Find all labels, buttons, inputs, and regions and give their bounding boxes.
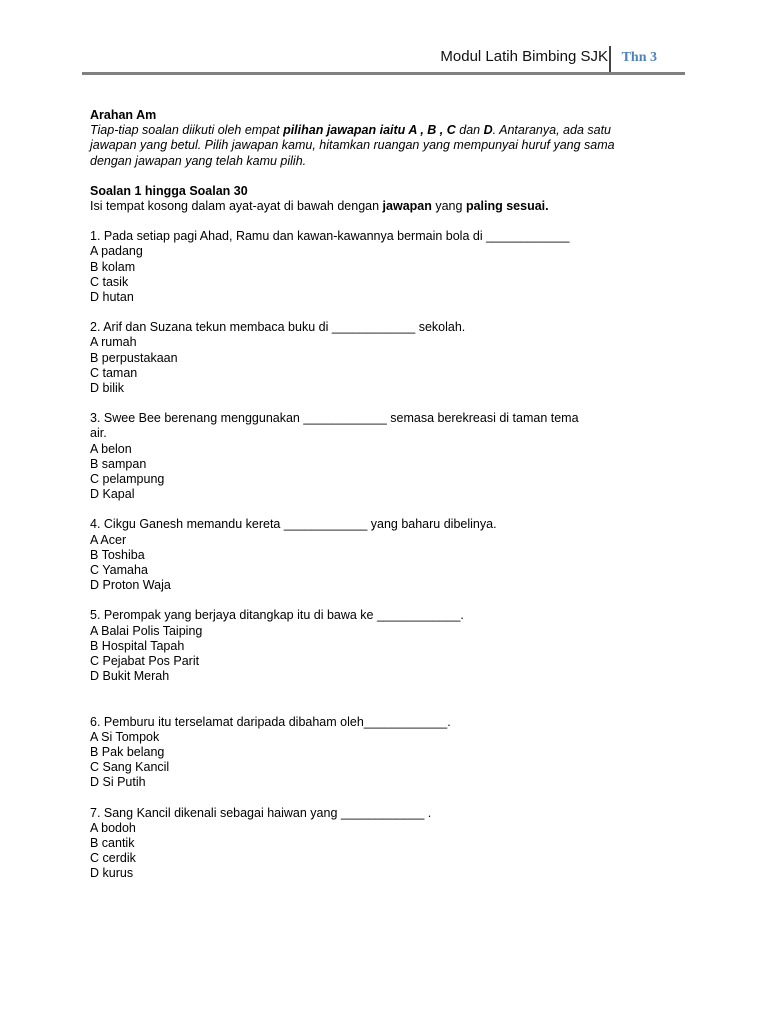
question-3: [90, 411, 630, 502]
option-b: B kolam: [90, 259, 136, 274]
question-text: 2. Arif dan Suzana tekun membaca buku di ____________ sekolah.: [90, 320, 466, 335]
module-title: Modul Latih Bimbing SJK: [440, 48, 608, 65]
section-text-part: Isi tempat kosong dalam ayat-ayat di bawah dengan: [90, 199, 383, 214]
option-c: C cerdik: [90, 851, 136, 866]
option-c: C taman: [90, 365, 138, 380]
option-d: D Kapal: [90, 487, 135, 502]
instructions-text-bold: D: [483, 123, 493, 138]
question-text: 7. Sang Kancil dikenali sebagai haiwan yang ____________ .: [90, 805, 432, 820]
instructions-text: [90, 123, 620, 169]
instructions-heading: Arahan Am: [90, 108, 157, 122]
section-text-bold: jawapan: [382, 199, 432, 214]
option-d: D bilik: [90, 381, 125, 396]
option-a: A belon: [90, 441, 132, 456]
instructions-text-part: dan: [455, 123, 484, 138]
question-text: 3. Swee Bee berenang menggunakan ____________ semasa berekreasi di taman tema air.: [90, 411, 579, 441]
option-d: D Proton Waja: [90, 578, 171, 593]
section-instruction: [90, 199, 630, 214]
option-a: A Acer: [90, 532, 127, 547]
option-a: A bodoh: [90, 820, 136, 835]
option-d: D Bukit Merah: [90, 669, 170, 684]
section-text-part: yang: [431, 199, 466, 214]
option-a: A Balai Polis Taiping: [90, 623, 203, 638]
option-c: C pelampung: [90, 472, 165, 487]
question-text: 6. Pemburu itu terselamat daripada dibaham oleh____________.: [90, 714, 451, 729]
instructions-text-part: . Antaranya, ada satu jawapan yang betul. Pilih jawapan kamu, hitamkan ruangan yang mempunyai huruf yang sama dengan jawapan yang telah kamu pilih.: [90, 123, 615, 168]
section-heading: Soalan 1 hingga Soalan 30: [90, 183, 248, 198]
document-body: [90, 108, 630, 882]
instructions-text-part: Tiap-tiap soalan diikuti oleh empat: [90, 123, 284, 138]
question-6: [90, 715, 630, 791]
option-b: B cantik: [90, 835, 135, 850]
option-a: A rumah: [90, 335, 137, 350]
option-b: B Hospital Tapah: [90, 638, 185, 653]
option-b: B perpustakaan: [90, 350, 178, 365]
option-b: B sampan: [90, 456, 147, 471]
header-separator: [609, 46, 611, 72]
question-5: [90, 608, 630, 684]
option-c: C Pejabat Pos Parit: [90, 654, 200, 669]
option-d: D kurus: [90, 866, 134, 881]
option-a: A padang: [90, 244, 143, 259]
option-b: B Pak belang: [90, 744, 165, 759]
question-4: [90, 517, 630, 593]
option-c: C Sang Kancil: [90, 760, 170, 775]
option-d: D Si Putih: [90, 775, 146, 790]
question-7: [90, 806, 630, 882]
question-1: [90, 229, 630, 305]
instructions-text-bold: pilihan jawapan iaitu A , B , C: [283, 123, 456, 138]
option-d: D hutan: [90, 290, 134, 305]
question-text: 1. Pada setiap pagi Ahad, Ramu dan kawan-kawannya bermain bola di ____________: [90, 229, 570, 244]
question-text: 4. Cikgu Ganesh memandu kereta ____________ yang baharu dibelinya.: [90, 517, 497, 532]
section-text-bold: paling sesuai.: [465, 199, 549, 214]
option-a: A Si Tompok: [90, 729, 160, 744]
option-c: C tasik: [90, 274, 129, 289]
option-c: C Yamaha: [90, 563, 148, 578]
grade-tag: Thn 3: [621, 50, 657, 65]
question-text: 5. Perompak yang berjaya ditangkap itu di bawa ke ____________.: [90, 608, 464, 623]
option-b: B Toshiba: [90, 547, 145, 562]
header-rule: [82, 72, 685, 75]
page-header: [82, 46, 685, 72]
question-2: [90, 320, 630, 396]
